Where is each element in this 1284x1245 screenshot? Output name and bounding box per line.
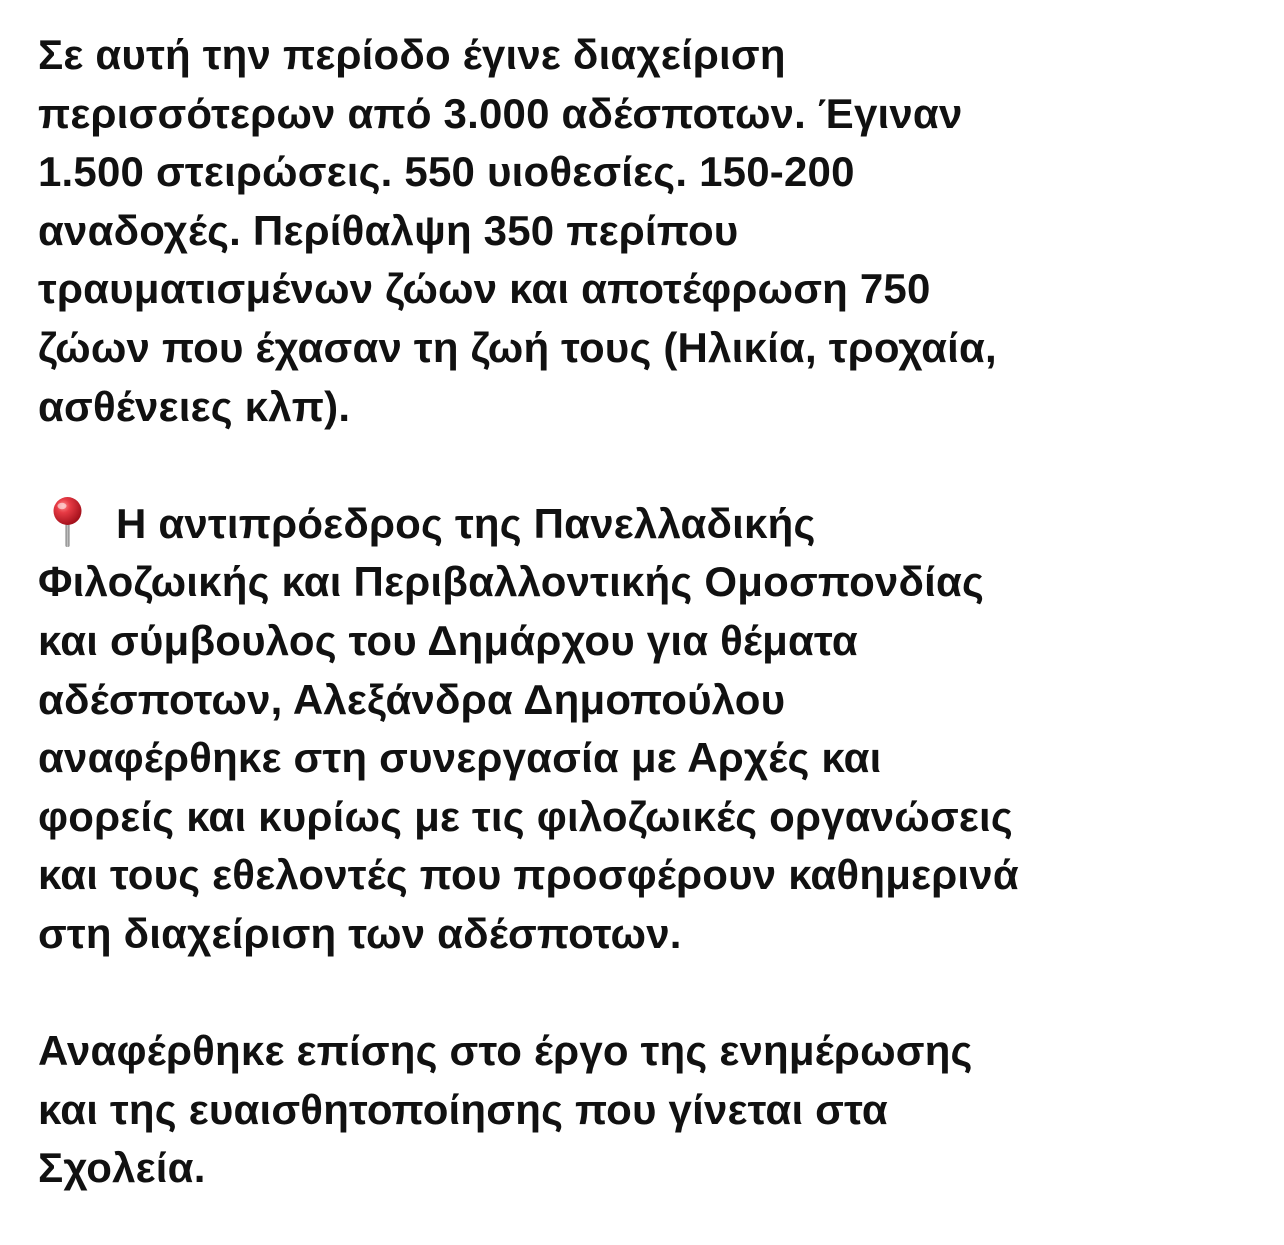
text-line-content: Η αντιπρόεδρος της Πανελλαδικής xyxy=(116,499,816,547)
paragraph-gap xyxy=(38,964,1258,1023)
text-line: αδέσποτων, Αλεξάνδρα Δημοπούλου xyxy=(38,675,786,723)
text-line: Φιλοζωικής και Περιβαλλοντικής Ομοσπονδίας xyxy=(38,558,985,606)
text-line: Σχολεία. xyxy=(38,1144,206,1192)
text-line: τραυματισμένων ζώων και αποτέφρωση 750 xyxy=(38,265,931,313)
text-line: και της ευαισθητοποίησης που γίνεται στα xyxy=(38,1085,888,1133)
paragraph-gap xyxy=(38,436,1258,495)
text-line: ασθένειες κλπ). xyxy=(38,382,351,430)
text-line: Σε αυτή την περίοδο έγινε διαχείριση xyxy=(38,31,786,78)
text-line: στη διαχείριση των αδέσποτων. xyxy=(38,909,682,957)
text-line: ζώων που έχασαν τη ζωή τους (Ηλικία, τροχαία, xyxy=(38,323,997,371)
text-line: περισσότερων από 3.000 αδέσποτων. Έγιναν xyxy=(38,89,963,137)
text-line: και τους εθελοντές που προσφέρουν καθημερινά xyxy=(38,851,1019,899)
text-line: αναδοχές. Περίθαλψη 350 περίπου xyxy=(38,206,739,254)
text-line: 1.500 στειρώσεις. 550 υιοθεσίες. 150-200 xyxy=(38,148,855,196)
paragraph-schools xyxy=(38,1022,1258,1198)
round-pushpin-icon xyxy=(46,496,90,548)
text-line: και σύμβουλος του Δημάρχου για θέματα xyxy=(38,616,858,664)
note-text xyxy=(38,26,1258,1198)
text-line: αναφέρθηκε στη συνεργασία με Αρχές και xyxy=(38,734,882,782)
text-line: φορείς και κυρίως με τις φιλοζωικές οργανώσεις xyxy=(38,792,1013,840)
text-line-with-pin xyxy=(38,495,1258,554)
paragraph-statistics xyxy=(38,26,1258,436)
paragraph-vice-president xyxy=(38,495,1258,964)
text-line: Αναφέρθηκε επίσης στο έργο της ενημέρωσης xyxy=(38,1027,973,1075)
